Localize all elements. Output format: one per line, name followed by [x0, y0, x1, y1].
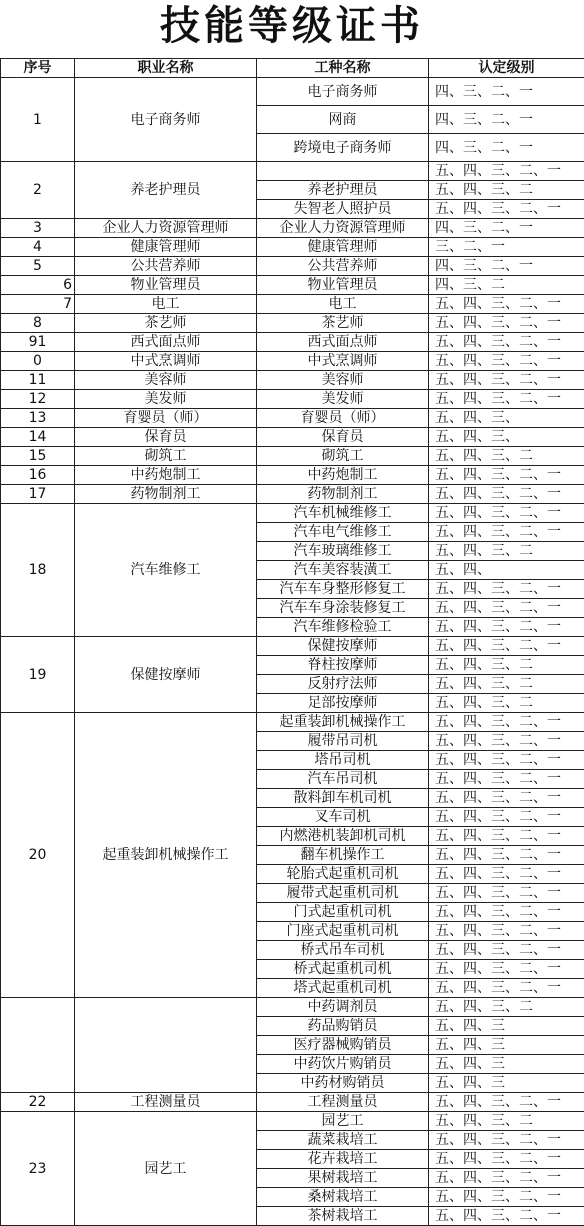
level-cell: 五、四、三、二、一 [429, 504, 584, 523]
occupation-cell: 养老护理员 [75, 162, 257, 219]
job-cell: 汽车吊司机 [257, 770, 429, 789]
job-cell: 内燃港机装卸机司机 [257, 827, 429, 846]
level-cell: 五、四、三、二、一 [429, 466, 584, 485]
job-cell: 园艺工 [257, 1112, 429, 1131]
table-row [1, 637, 584, 656]
level-cell: 五、四、三、二、一 [429, 922, 584, 941]
job-cell: 药品购销员 [257, 1017, 429, 1036]
occupation-cell: 西式面点师 [75, 333, 257, 352]
occupation-cell: 中药炮制工 [75, 466, 257, 485]
occupation-cell: 药物制剂工 [75, 485, 257, 504]
seq-cell: 18 [1, 504, 75, 637]
job-cell: 健康管理师 [257, 238, 429, 257]
occupation-cell: 物业管理员 [75, 276, 257, 295]
job-cell: 砌筑工 [257, 447, 429, 466]
table-row [1, 504, 584, 523]
table-row [1, 466, 584, 485]
seq-cell: 3 [1, 219, 75, 238]
job-cell: 公共营养师 [257, 257, 429, 276]
job-cell: 反射疗法师 [257, 675, 429, 694]
table-row [1, 238, 584, 257]
occupation-cell: 电子商务师 [75, 78, 257, 162]
occupation-cell: 起重装卸机械操作工 [75, 713, 257, 998]
seq-cell: 5 [1, 257, 75, 276]
level-cell: 五、四、三、二、一 [429, 713, 584, 732]
job-cell: 中式烹调师 [257, 352, 429, 371]
level-cell: 四、三、二、一 [429, 78, 584, 106]
level-cell: 五、四、三、二、一 [429, 314, 584, 333]
job-cell: 育婴员（师） [257, 409, 429, 428]
level-cell: 五、四、三、二、一 [429, 903, 584, 922]
job-cell: 轮胎式起重机司机 [257, 865, 429, 884]
seq-cell: 4 [1, 238, 75, 257]
job-cell: 汽车美容装潢工 [257, 561, 429, 580]
level-cell: 五、四、三、二、一 [429, 618, 584, 637]
seq-cell: 12 [1, 390, 75, 409]
job-cell: 桥式起重机司机 [257, 960, 429, 979]
job-cell: 网商 [257, 106, 429, 134]
level-cell: 五、四、三、二、一 [429, 1093, 584, 1112]
table-row [1, 257, 584, 276]
job-cell: 果树栽培工 [257, 1169, 429, 1188]
header-level: 认定级别 [429, 59, 584, 78]
table-row [1, 428, 584, 447]
level-cell: 五、四、三、二、一 [429, 865, 584, 884]
table-row [1, 1093, 584, 1112]
job-cell: 茶艺师 [257, 314, 429, 333]
job-cell: 美容师 [257, 371, 429, 390]
job-cell: 美发师 [257, 390, 429, 409]
job-cell: 翻车机操作工 [257, 846, 429, 865]
level-cell: 五、四、三、二、一 [429, 523, 584, 542]
job-cell: 汽车维修检验工 [257, 618, 429, 637]
job-cell: 企业人力资源管理师 [257, 219, 429, 238]
page-title: 技能等级证书 [0, 0, 584, 58]
job-cell: 茶树栽培工 [257, 1207, 429, 1226]
level-cell: 五、四、三、二、一 [429, 1131, 584, 1150]
table-row [1, 998, 584, 1017]
job-cell: 电子商务师 [257, 78, 429, 106]
seq-cell: 16 [1, 466, 75, 485]
occupation-cell: 健康管理师 [75, 238, 257, 257]
job-cell: 履带式起重机司机 [257, 884, 429, 903]
job-cell: 汽车机械维修工 [257, 504, 429, 523]
level-cell: 五、四、三、二、一 [429, 751, 584, 770]
level-cell: 五、四、三 [429, 1036, 584, 1055]
job-cell: 中药材购销员 [257, 1074, 429, 1093]
job-cell: 汽车玻璃维修工 [257, 542, 429, 561]
table-row [1, 390, 584, 409]
level-cell: 四、三、二、一 [429, 257, 584, 276]
header-seq: 序号 [1, 59, 75, 78]
table-row [1, 485, 584, 504]
level-cell: 五、四、三、 [429, 428, 584, 447]
job-cell: 工程测量员 [257, 1093, 429, 1112]
level-cell: 五、四、三、二 [429, 1112, 584, 1131]
job-cell: 脊柱按摩师 [257, 656, 429, 675]
occupation-cell: 保健按摩师 [75, 637, 257, 713]
level-cell: 五、四、三、二、一 [429, 960, 584, 979]
table-row [1, 333, 584, 352]
level-cell: 四、三、二、一 [429, 134, 584, 162]
seq-cell: 17 [1, 485, 75, 504]
level-cell: 四、三、二、一 [429, 106, 584, 134]
level-cell: 五、四、三、二、一 [429, 599, 584, 618]
level-cell: 五、四、三、二、一 [429, 333, 584, 352]
job-cell: 花卉栽培工 [257, 1150, 429, 1169]
seq-cell: 91 [1, 333, 75, 352]
job-cell: 药物制剂工 [257, 485, 429, 504]
occupation-cell: 工程测量员 [75, 1093, 257, 1112]
job-cell: 桥式吊车司机 [257, 941, 429, 960]
level-cell: 五、四、三、二 [429, 181, 584, 200]
level-cell: 五、四、三、二、一 [429, 371, 584, 390]
table-row [1, 409, 584, 428]
seq-cell: 0 [1, 352, 75, 371]
header-job: 工种名称 [257, 59, 429, 78]
job-cell: 起重装卸机械操作工 [257, 713, 429, 732]
occupation-cell: 中式烹调师 [75, 352, 257, 371]
job-cell: 失智老人照护员 [257, 200, 429, 219]
seq-cell: 23 [1, 1112, 75, 1226]
level-cell: 四、三、二 [429, 276, 584, 295]
job-cell: 跨境电子商务师 [257, 134, 429, 162]
seq-cell: 8 [1, 314, 75, 333]
job-cell: 桑树栽培工 [257, 1188, 429, 1207]
occupation-cell: 汽车维修工 [75, 504, 257, 637]
level-cell: 五、四、三、二、一 [429, 200, 584, 219]
job-cell: 足部按摩师 [257, 694, 429, 713]
occupation-cell: 砌筑工 [75, 447, 257, 466]
seq-cell [1, 998, 75, 1093]
seq-cell: 22 [1, 1093, 75, 1112]
header-occupation: 职业名称 [75, 59, 257, 78]
certificate-table [0, 58, 584, 1226]
table-row [1, 447, 584, 466]
level-cell: 五、四、三、二、一 [429, 846, 584, 865]
level-cell: 五、四、三、二、一 [429, 789, 584, 808]
table-row [1, 314, 584, 333]
occupation-cell: 美容师 [75, 371, 257, 390]
seq-cell: 2 [1, 162, 75, 219]
level-cell: 五、四、三、二、一 [429, 352, 584, 371]
seq-cell: 19 [1, 637, 75, 713]
level-cell: 五、四、三、二、一 [429, 637, 584, 656]
job-cell: 门式起重机司机 [257, 903, 429, 922]
job-cell: 汽车电气维修工 [257, 523, 429, 542]
table-row [1, 276, 584, 295]
level-cell: 五、四、三、二 [429, 675, 584, 694]
seq-cell: 15 [1, 447, 75, 466]
level-cell: 五、四、三、二、一 [429, 979, 584, 998]
table-row [1, 295, 584, 314]
job-cell: 中药调剂员 [257, 998, 429, 1017]
level-cell: 四、三、二、一 [429, 219, 584, 238]
level-cell: 五、四、三、二、一 [429, 884, 584, 903]
table-row [1, 1112, 584, 1131]
job-cell: 医疗器械购销员 [257, 1036, 429, 1055]
job-cell: 塔吊司机 [257, 751, 429, 770]
level-cell: 五、四、三 [429, 1074, 584, 1093]
level-cell: 五、四、三、二 [429, 656, 584, 675]
job-cell: 门座式起重机司机 [257, 922, 429, 941]
level-cell: 五、四、三 [429, 1055, 584, 1074]
level-cell: 五、四、三、二 [429, 542, 584, 561]
job-cell: 物业管理员 [257, 276, 429, 295]
table-row [1, 371, 584, 390]
seq-cell: 11 [1, 371, 75, 390]
level-cell: 五、四、三、二 [429, 998, 584, 1017]
occupation-cell: 美发师 [75, 390, 257, 409]
table-header-row [1, 59, 584, 78]
table-row [1, 352, 584, 371]
occupation-cell: 公共营养师 [75, 257, 257, 276]
table-row [1, 713, 584, 732]
level-cell: 五、四、 [429, 561, 584, 580]
occupation-cell: 园艺工 [75, 1112, 257, 1226]
job-cell: 保健按摩师 [257, 637, 429, 656]
occupation-cell: 茶艺师 [75, 314, 257, 333]
level-cell: 三、二、一 [429, 238, 584, 257]
seq-cell: 20 [1, 713, 75, 998]
occupation-cell: 企业人力资源管理师 [75, 219, 257, 238]
level-cell: 五、四、三、二 [429, 694, 584, 713]
level-cell: 五、四、三、二、一 [429, 1169, 584, 1188]
level-cell: 五、四、三、二、一 [429, 295, 584, 314]
job-cell: 履带吊司机 [257, 732, 429, 751]
job-cell: 汽车车身涂装修复工 [257, 599, 429, 618]
seq-cell: 1 [1, 78, 75, 162]
level-cell: 五、四、三、二、一 [429, 580, 584, 599]
seq-cell: 6 [1, 276, 75, 295]
job-cell: 汽车车身整形修复工 [257, 580, 429, 599]
job-cell: 电工 [257, 295, 429, 314]
seq-cell: 7 [1, 295, 75, 314]
level-cell: 五、四、三、二、一 [429, 485, 584, 504]
table-body [1, 78, 584, 1226]
level-cell: 五、四、三、二、一 [429, 1150, 584, 1169]
job-cell: 散料卸车机司机 [257, 789, 429, 808]
job-cell [257, 162, 429, 181]
level-cell: 五、四、三、二、一 [429, 390, 584, 409]
seq-cell: 13 [1, 409, 75, 428]
occupation-cell: 育婴员（师） [75, 409, 257, 428]
job-cell: 保育员 [257, 428, 429, 447]
job-cell: 叉车司机 [257, 808, 429, 827]
level-cell: 五、四、三、二、一 [429, 1188, 584, 1207]
table-row [1, 78, 584, 106]
table-row [1, 219, 584, 238]
seq-cell: 14 [1, 428, 75, 447]
level-cell: 五、四、三、二 [429, 447, 584, 466]
level-cell: 五、四、三、二、一 [429, 732, 584, 751]
occupation-cell [75, 998, 257, 1093]
table-row [1, 162, 584, 181]
occupation-cell: 保育员 [75, 428, 257, 447]
job-cell: 蔬菜栽培工 [257, 1131, 429, 1150]
level-cell: 五、四、三、 [429, 409, 584, 428]
job-cell: 西式面点师 [257, 333, 429, 352]
level-cell: 五、四、三、二、一 [429, 1207, 584, 1226]
level-cell: 五、四、三、二、一 [429, 941, 584, 960]
level-cell: 五、四、三 [429, 1017, 584, 1036]
level-cell: 五、四、三、二、一 [429, 808, 584, 827]
occupation-cell: 电工 [75, 295, 257, 314]
level-cell: 五、四、三、二、一 [429, 770, 584, 789]
job-cell: 中药饮片购销员 [257, 1055, 429, 1074]
level-cell: 五、四、三、二、一 [429, 162, 584, 181]
job-cell: 塔式起重机司机 [257, 979, 429, 998]
level-cell: 五、四、三、二、一 [429, 827, 584, 846]
job-cell: 养老护理员 [257, 181, 429, 200]
job-cell: 中药炮制工 [257, 466, 429, 485]
